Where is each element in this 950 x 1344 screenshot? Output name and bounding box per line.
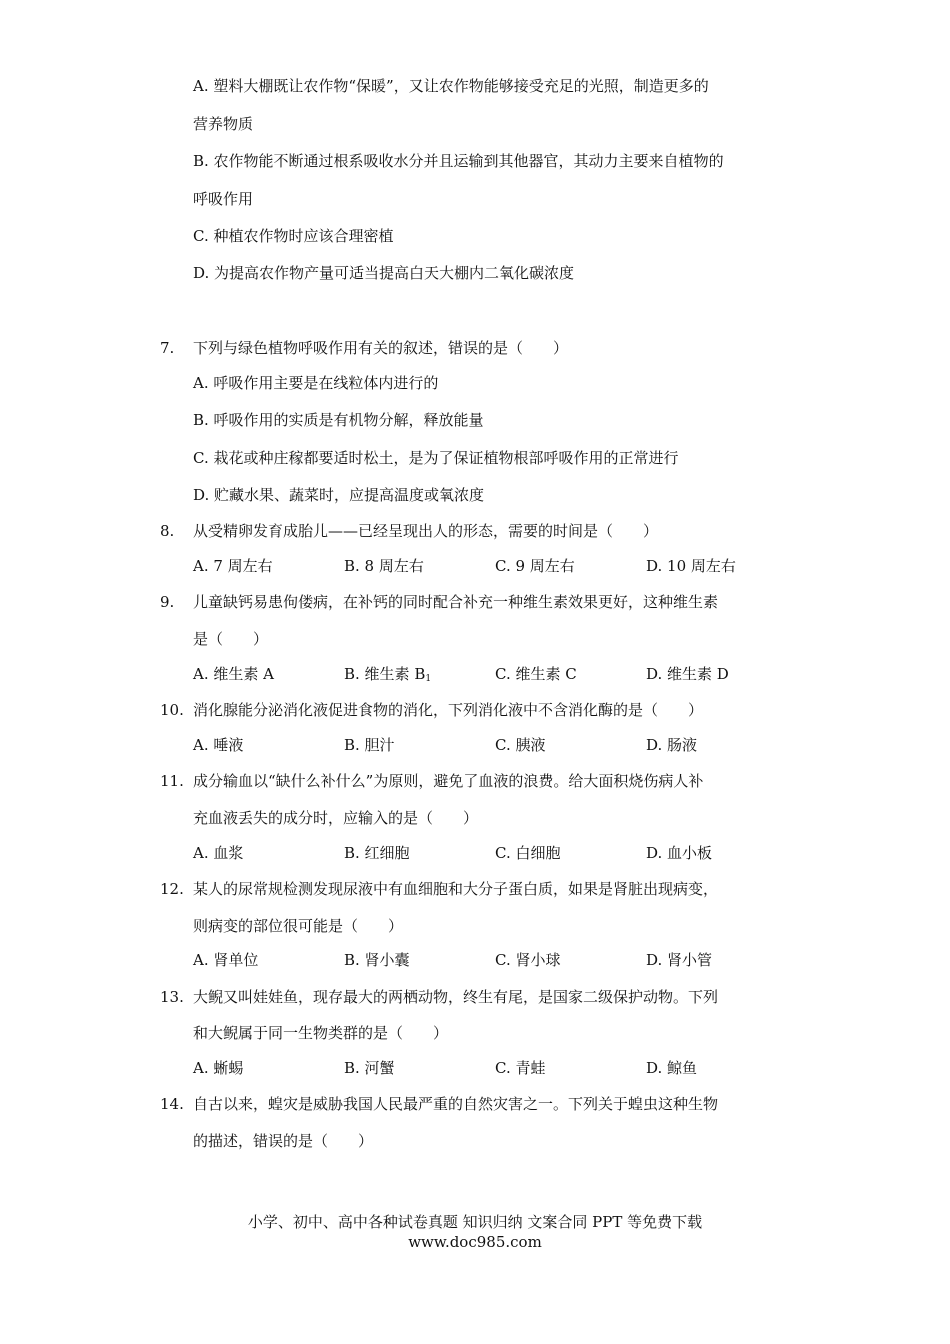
- q12-option-b: B. 肾小囊: [344, 951, 410, 969]
- q8-option-a: A. 7 周左右: [193, 557, 273, 575]
- q8-option-b: B. 8 周左右: [344, 557, 424, 575]
- footer-url: www.doc985.com: [408, 1233, 542, 1251]
- q9-stem-line2: 是（ ）: [193, 630, 269, 648]
- q11-option-a: A. 血浆: [193, 844, 244, 862]
- q7-stem: 下列与绿色植物呼吸作用有关的叙述，错误的是（ ）: [193, 339, 569, 357]
- q11-number: 11.: [160, 772, 184, 790]
- q9-option-b-subscript: 1: [425, 674, 432, 684]
- q12-option-a: A. 肾单位: [193, 951, 259, 969]
- q12-number: 12.: [160, 880, 184, 898]
- q7-number: 7.: [160, 339, 175, 357]
- q11-option-b: B. 红细胞: [344, 844, 410, 862]
- q6-option-a-line1: A. 塑料大棚既让农作物“保暖”，又让农作物能够接受充足的光照，制造更多的: [193, 77, 709, 95]
- q11-stem-line2: 充血液丢失的成分时，应输入的是（ ）: [193, 809, 479, 827]
- q13-option-d: D. 鲸鱼: [646, 1059, 698, 1077]
- q8-number: 8.: [160, 522, 175, 540]
- q9-stem-line1: 儿童缺钙易患佝偻病，在补钙的同时配合补充一种维生素效果更好，这种维生素: [193, 593, 719, 611]
- q6-option-c: C. 种植农作物时应该合理密植: [193, 227, 394, 245]
- q10-option-c: C. 胰液: [495, 736, 546, 754]
- q13-option-a: A. 蜥蜴: [193, 1059, 244, 1077]
- q6-option-b-line1: B. 农作物能不断通过根系吸收水分并且运输到其他器官，其动力主要来自植物的: [193, 152, 724, 170]
- q14-number: 14.: [160, 1095, 184, 1113]
- q13-option-b: B. 河蟹: [344, 1059, 395, 1077]
- q9-number: 9.: [160, 593, 175, 611]
- q9-option-d: D. 维生素 D: [646, 665, 729, 683]
- q8-option-c: C. 9 周左右: [495, 557, 575, 575]
- q10-option-b: B. 胆汁: [344, 736, 395, 754]
- q8-option-d: D. 10 周左右: [646, 557, 736, 575]
- footer-text: 小学、初中、高中各种试卷真题 知识归纳 文案合同 PPT 等免费下载: [247, 1213, 703, 1231]
- q6-option-d: D. 为提高农作物产量可适当提高白天大棚内二氧化碳浓度: [193, 264, 575, 282]
- q10-option-d: D. 肠液: [646, 736, 698, 754]
- q10-stem: 消化腺能分泌消化液促进食物的消化，下列消化液中不含消化酶的是（ ）: [193, 701, 704, 719]
- q10-number: 10.: [160, 701, 184, 719]
- q6-option-b-line2: 呼吸作用: [193, 190, 254, 208]
- q13-number: 13.: [160, 988, 184, 1006]
- q13-stem-line1: 大鲵又叫娃娃鱼，现存最大的两栖动物，终生有尾，是国家二级保护动物。下列: [193, 988, 719, 1006]
- q8-stem: 从受精卵发育成胎儿——已经呈现出人的形态，需要的时间是（ ）: [193, 522, 659, 540]
- q7-option-d: D. 贮藏水果、蔬菜时，应提高温度或氧浓度: [193, 486, 485, 504]
- q13-option-c: C. 青蛙: [495, 1059, 546, 1077]
- q9-option-c: C. 维生素 C: [495, 665, 577, 683]
- q14-stem-line2: 的描述，错误的是（ ）: [193, 1132, 374, 1150]
- q10-option-a: A. 唾液: [193, 736, 244, 754]
- q9-option-b: [344, 664, 431, 687]
- q11-stem-line1: 成分输血以“缺什么补什么”为原则，避免了血液的浪费。给大面积烧伤病人补: [193, 772, 704, 790]
- q11-option-d: D. 血小板: [646, 844, 713, 862]
- q12-stem-line1: 某人的尿常规检测发现尿液中有血细胞和大分子蛋白质，如果是肾脏出现病变，: [193, 880, 719, 898]
- q9-option-b-text: B. 维生素 B: [344, 665, 426, 683]
- q13-stem-line2: 和大鲵属于同一生物类群的是（ ）: [193, 1024, 449, 1042]
- q9-option-a: A. 维生素 A: [193, 665, 274, 683]
- q6-option-a-line2: 营养物质: [193, 115, 254, 133]
- q12-option-c: C. 肾小球: [495, 951, 561, 969]
- q7-option-c: C. 栽花或种庄稼都要适时松土，是为了保证植物根部呼吸作用的正常进行: [193, 449, 679, 467]
- q12-stem-line2: 则病变的部位很可能是（ ）: [193, 917, 404, 935]
- q7-option-b: B. 呼吸作用的实质是有机物分解，释放能量: [193, 411, 484, 429]
- q14-stem-line1: 自古以来，蝗灾是威胁我国人民最严重的自然灾害之一。下列关于蝗虫这种生物: [193, 1095, 719, 1113]
- q12-option-d: D. 肾小管: [646, 951, 713, 969]
- q7-option-a: A. 呼吸作用主要是在线粒体内进行的: [193, 374, 439, 392]
- q11-option-c: C. 白细胞: [495, 844, 561, 862]
